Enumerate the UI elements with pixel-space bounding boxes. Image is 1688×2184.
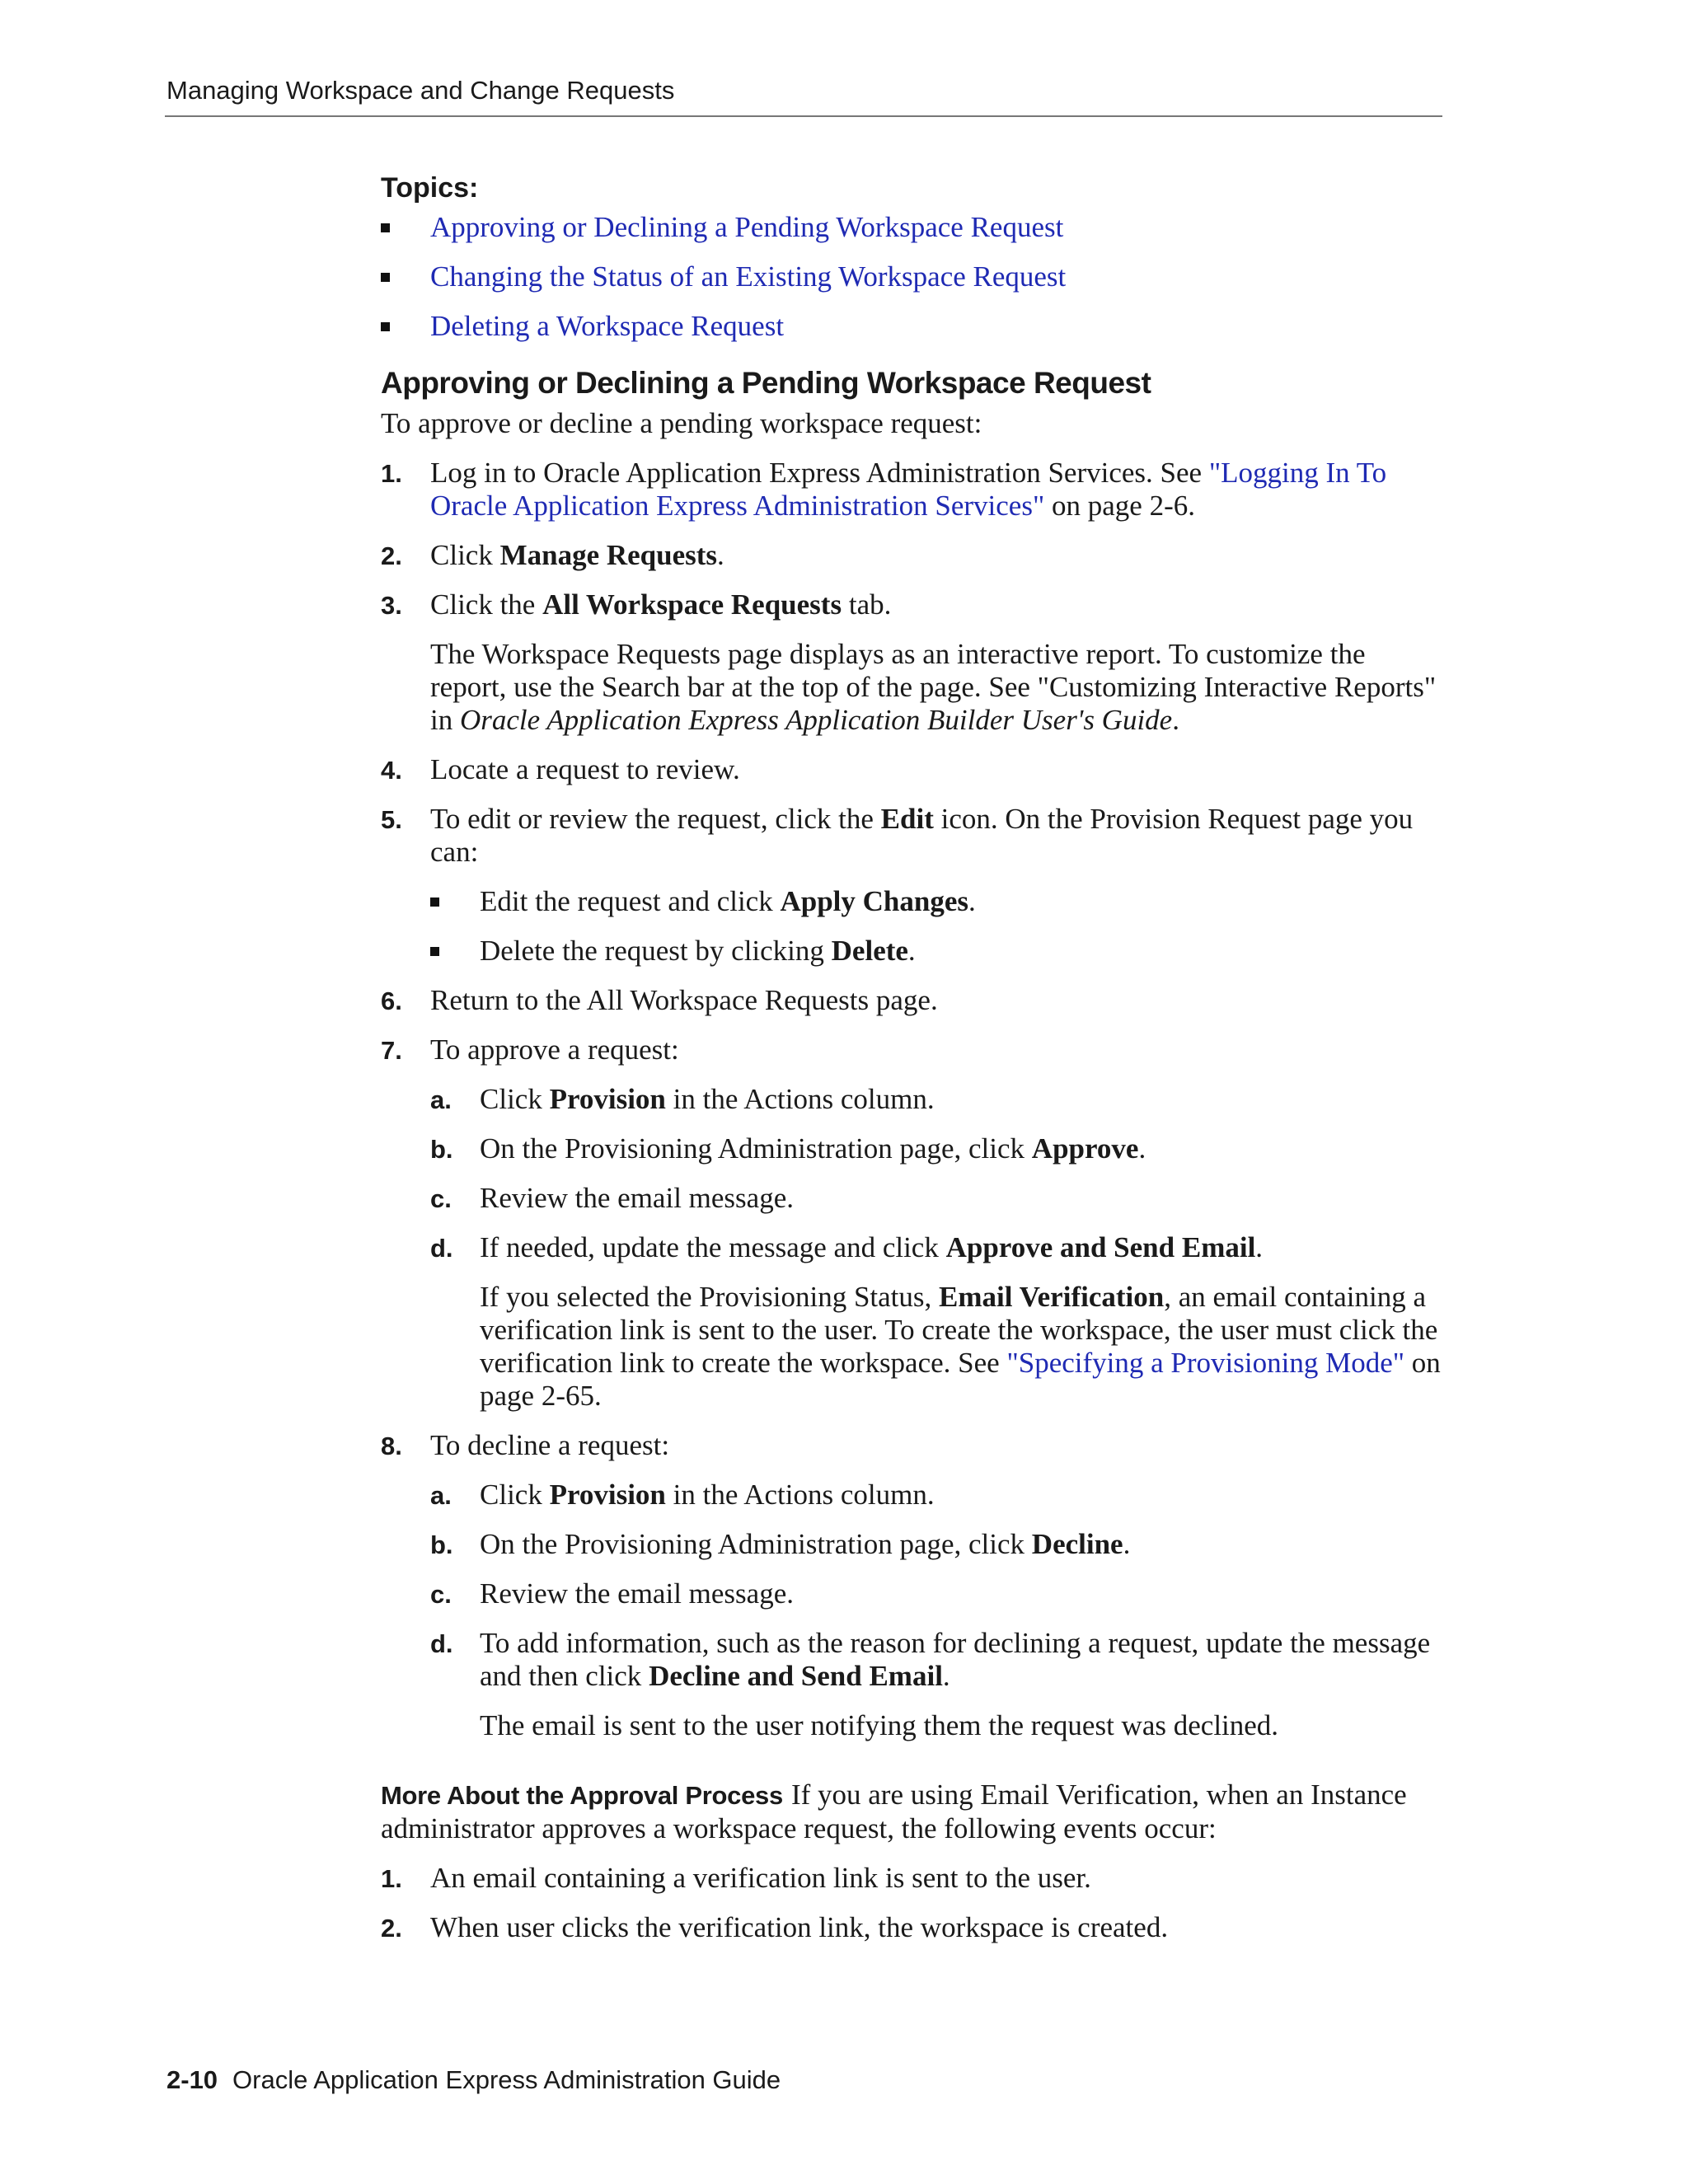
ui-term: All Workspace Requests xyxy=(542,588,842,621)
step-7 xyxy=(381,1033,1444,1066)
step-text: Log in to Oracle Application Express Administration Services. See xyxy=(430,457,1209,489)
approval-item-1 xyxy=(381,1862,1444,1895)
running-header: Managing Workspace and Change Requests xyxy=(166,76,675,105)
step-text: If needed, update the message and click xyxy=(480,1231,946,1263)
substep-8c xyxy=(381,1577,1444,1610)
ui-term: Approve and Send Email xyxy=(945,1231,1256,1263)
bullet-square-icon xyxy=(381,322,390,331)
step-text: Click the xyxy=(430,588,543,621)
step-text: . xyxy=(1138,1132,1146,1165)
approval-text: If you are using Email Verification, when an Instance administrator approves a workspace request, the following events occur: xyxy=(381,1779,1407,1844)
step-text: in the Actions column. xyxy=(665,1479,935,1511)
substep-8d xyxy=(381,1627,1444,1693)
step-number: a. xyxy=(430,1481,452,1510)
step-text: To approve a request: xyxy=(430,1033,679,1066)
step-text: To edit or review the request, click the xyxy=(430,803,881,835)
step-text: To add information, such as the reason for declining a request, update the message and then click xyxy=(480,1627,1431,1692)
step-8 xyxy=(381,1429,1444,1462)
book-title: Oracle Application Express Application Builder User's Guide xyxy=(459,704,1173,736)
note-text: on page 2-65. xyxy=(480,1347,1441,1412)
bullet-square-icon xyxy=(381,273,390,282)
ui-term: Apply Changes xyxy=(780,885,969,917)
step-number: b. xyxy=(430,1135,453,1164)
step-number: 2. xyxy=(381,541,402,570)
step-6 xyxy=(381,984,1444,1017)
step-text: Review the email message. xyxy=(480,1182,794,1214)
step-text: icon. On the Provision Request page you can: xyxy=(430,803,1414,868)
step-5 xyxy=(381,803,1444,869)
step-text: Return to the All Workspace Requests page. xyxy=(430,984,938,1016)
step-number: a. xyxy=(430,1085,452,1114)
substep-7a xyxy=(381,1083,1444,1116)
step-text: tab. xyxy=(842,588,892,621)
approval-item-2 xyxy=(381,1911,1444,1944)
step-text: When user clicks the verification link, the workspace is created. xyxy=(430,1911,1169,1943)
ui-term: Provision xyxy=(549,1479,666,1511)
note-text: . xyxy=(1172,704,1179,736)
step-text: Click xyxy=(430,539,500,571)
substep-7d xyxy=(381,1231,1444,1264)
ui-term: Manage Requests xyxy=(499,539,718,571)
step-8-note: The email is sent to the user notifying them the request was declined. xyxy=(480,1709,1279,1741)
section-intro: To approve or decline a pending workspace request: xyxy=(381,407,982,439)
step-number: 4. xyxy=(381,756,402,785)
step-number: b. xyxy=(430,1530,453,1559)
substep-7c xyxy=(381,1182,1444,1215)
step-number: 2. xyxy=(381,1914,402,1943)
step-number: 7. xyxy=(381,1036,402,1065)
step-text: Click xyxy=(480,1083,550,1115)
step-text: Edit the request and click xyxy=(480,885,781,917)
step-number: 1. xyxy=(381,1864,402,1893)
topic-link-changing-status[interactable]: Changing the Status of an Existing Workspace Request xyxy=(430,260,1067,293)
step-number: c. xyxy=(430,1184,452,1213)
topic-link-deleting[interactable]: Deleting a Workspace Request xyxy=(430,310,785,342)
step-text: . xyxy=(968,885,976,917)
step-text: Locate a request to review. xyxy=(430,753,740,785)
ui-term: Delete xyxy=(831,935,908,967)
runin-heading: More About the Approval Process xyxy=(381,1781,783,1810)
page-number: 2-10 xyxy=(166,2065,218,2094)
step-text: On the Provisioning Administration page, click xyxy=(480,1528,1032,1560)
substep-7b xyxy=(381,1132,1444,1165)
step-2 xyxy=(381,539,1444,572)
step-text: Review the email message. xyxy=(480,1577,794,1610)
approval-paragraph xyxy=(381,1779,1444,1845)
list-item xyxy=(381,310,1444,343)
step-text: On the Provisioning Administration page, click xyxy=(480,1132,1032,1165)
note-text: The Workspace Requests page displays as an interactive report. To customize the report, use the Search bar at the top of the page. See "Customizing Interactive Reports" in xyxy=(430,638,1437,736)
step-number: d. xyxy=(430,1234,453,1263)
bullet-square-icon xyxy=(430,947,439,956)
step-text: . xyxy=(717,539,724,571)
step-text: Delete the request by clicking xyxy=(480,935,832,967)
step-text: . xyxy=(1123,1528,1131,1560)
ui-term: Approve xyxy=(1031,1132,1139,1165)
ui-term: Decline and Send Email xyxy=(649,1660,943,1692)
list-item xyxy=(381,885,1444,918)
bullet-square-icon xyxy=(430,898,439,907)
provisioning-mode-link[interactable]: "Specifying a Provisioning Mode" xyxy=(1006,1347,1405,1379)
note-text: If you selected the Provisioning Status, xyxy=(480,1281,940,1313)
step-number: d. xyxy=(430,1629,453,1658)
step-text: To decline a request: xyxy=(430,1429,670,1461)
header-rule xyxy=(165,115,1442,117)
page-content xyxy=(381,171,1444,1961)
step-text: . xyxy=(1255,1231,1264,1263)
step-text: on page 2-6. xyxy=(1044,490,1195,522)
list-item xyxy=(381,935,1444,968)
step-text: Click xyxy=(480,1479,550,1511)
step-text: . xyxy=(907,935,916,967)
step-number: c. xyxy=(430,1580,452,1609)
step-text: . xyxy=(942,1660,950,1692)
substep-8b xyxy=(381,1528,1444,1561)
section-title: Approving or Declining a Pending Workspace Request xyxy=(381,366,1151,400)
bullet-square-icon xyxy=(381,223,390,232)
step-number: 1. xyxy=(381,459,402,488)
list-item xyxy=(381,211,1444,244)
step-number: 3. xyxy=(381,591,402,620)
note-text: , an email containing a verification link is sent to the user. To create the workspace, the user must click the verification link to create the workspace. See xyxy=(480,1281,1438,1379)
ui-term: Email Verification xyxy=(939,1281,1165,1313)
list-item xyxy=(381,260,1444,293)
logging-in-link[interactable]: "Logging In To Oracle Application Express Administration Services" xyxy=(430,457,1387,522)
book-title: Oracle Application Express Administration Guide xyxy=(232,2065,781,2094)
step-3-note xyxy=(381,638,1444,737)
step-1 xyxy=(381,457,1444,523)
step-number: 5. xyxy=(381,805,402,834)
step-number: 6. xyxy=(381,987,402,1015)
topic-link-approving[interactable]: Approving or Declining a Pending Workspace Request xyxy=(430,211,1064,243)
substep-8a xyxy=(381,1479,1444,1511)
page-footer xyxy=(166,2065,781,2095)
step-4 xyxy=(381,753,1444,786)
ui-term: Edit xyxy=(880,803,934,835)
step-text: in the Actions column. xyxy=(665,1083,935,1115)
ui-term: Decline xyxy=(1031,1528,1123,1560)
step-number: 8. xyxy=(381,1432,402,1460)
step-text: An email containing a verification link is sent to the user. xyxy=(430,1862,1091,1894)
ui-term: Provision xyxy=(549,1083,666,1115)
topics-list xyxy=(381,211,1444,343)
topics-heading: Topics: xyxy=(381,172,479,204)
step-7-note xyxy=(381,1281,1444,1413)
step-3 xyxy=(381,588,1444,621)
